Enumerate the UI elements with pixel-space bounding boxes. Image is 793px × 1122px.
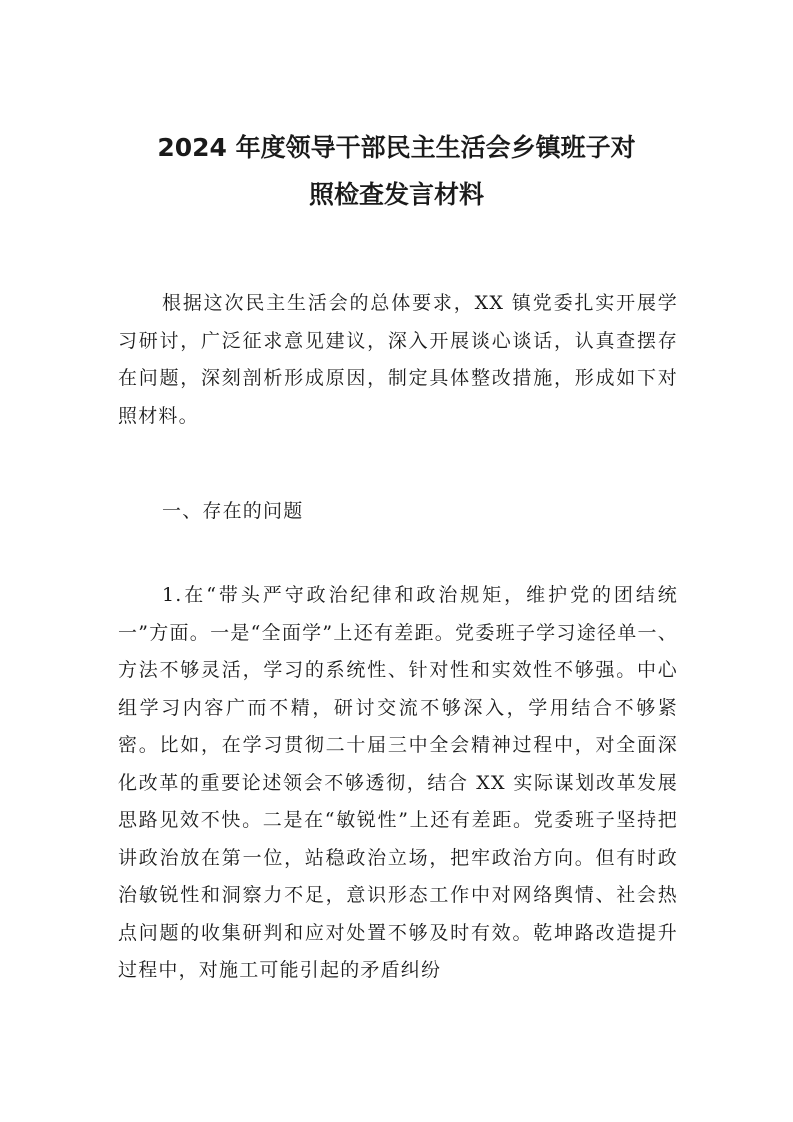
intro-paragraph: 根据这次民主生活会的总体要求，XX 镇党委扎实开展学习研讨，广泛征求意见建议，深入开展谈心谈话，认真查摆存在问题，深刻剖析形成原因，制定具体整改措施，形成如下对照材料。 <box>118 292 678 427</box>
problem-item-1-paragraph: 1.在“带头严守政治纪律和政治规矩，维护党的团结统一”方面。一是“全面学”上还有差距。党委班子学习途径单一、方法不够灵活，学习的系统性、针对性和实效性不够强。中心组学习内容广而不精，研讨交流不够深入，学用结合不够紧密。比如，在学习贯彻二十届三中全会精神过程中，对全面深化改革的重要论述领会不够透彻，结合 XX 实际谋划改革发展思路见效不快。二是在“敏锐性”上还有差距。党委班子坚持把讲政治放在第一位，站稳政治立场，把牢政治方向。但有时政治敏锐性和洞察力不足，意识形态工作中对网络舆情、社会热点问题的收集研判和应对处置不够及时有效。乾坤路改造提升过程中，对施工可能引起的矛盾纠纷 <box>118 584 678 981</box>
section-heading-problems: 一、存在的问题 <box>162 500 304 522</box>
document-title-line-1: 2024 年度领导干部民主生活会乡镇班子对 <box>157 133 636 162</box>
document-title-line-2: 照检查发言材料 <box>308 180 484 209</box>
